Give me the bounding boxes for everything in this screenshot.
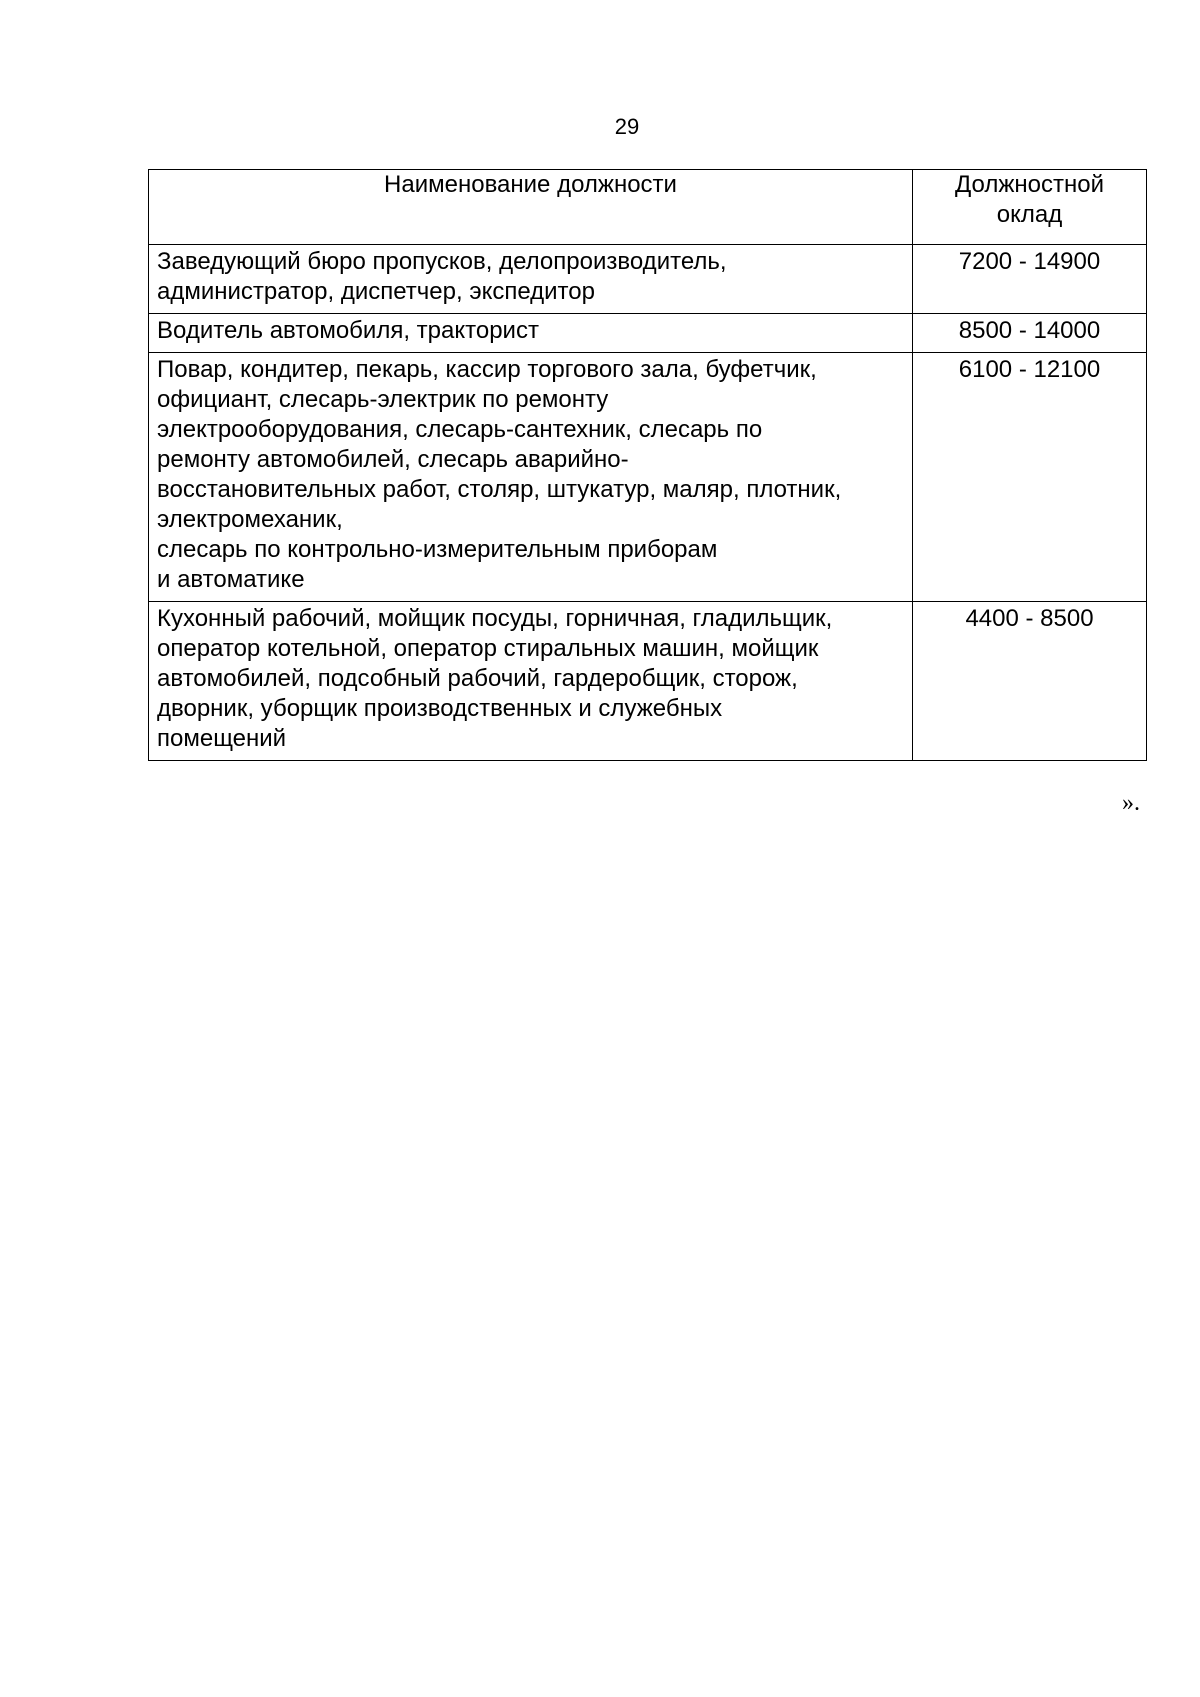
- position-cell: Заведующий бюро пропусков, делопроизводитель, администратор, диспетчер, экспедитор: [149, 245, 913, 314]
- table-row: [149, 245, 1147, 314]
- salary-cell: 6100 - 12100: [913, 353, 1147, 602]
- salary-table: [148, 169, 1147, 761]
- salary-cell: 7200 - 14900: [913, 245, 1147, 314]
- header-position: Наименование должности: [149, 170, 913, 245]
- table-row: [149, 602, 1147, 761]
- position-cell: Водитель автомобиля, тракторист: [149, 314, 913, 353]
- salary-cell: 4400 - 8500: [913, 602, 1147, 761]
- page-number: 29: [614, 114, 640, 139]
- header-salary: Должностной оклад: [913, 170, 1147, 245]
- closing-quote-mark: ».: [1122, 790, 1140, 816]
- table-row: [149, 314, 1147, 353]
- table-header-row: [149, 170, 1147, 245]
- position-cell: Кухонный рабочий, мойщик посуды, горничная, гладильщик, оператор котельной, оператор стиральных машин, мойщик автомобилей, подсобный рабочий, гардеробщик, сторож, дворник, уборщик производственных и служебных помещений: [149, 602, 913, 761]
- salary-cell: 8500 - 14000: [913, 314, 1147, 353]
- position-cell: Повар, кондитер, пекарь, кассир торгового зала, буфетчик, официант, слесарь-электрик по ремонту электрооборудования, слесарь-сантехник, слесарь по ремонту автомобилей, слесарь аварийно- восстановительных работ, столяр, штукатур, маляр, плотник, электромеханик, слесарь по контрольно-измерительным приборам и автоматике: [149, 353, 913, 602]
- table-row: [149, 353, 1147, 602]
